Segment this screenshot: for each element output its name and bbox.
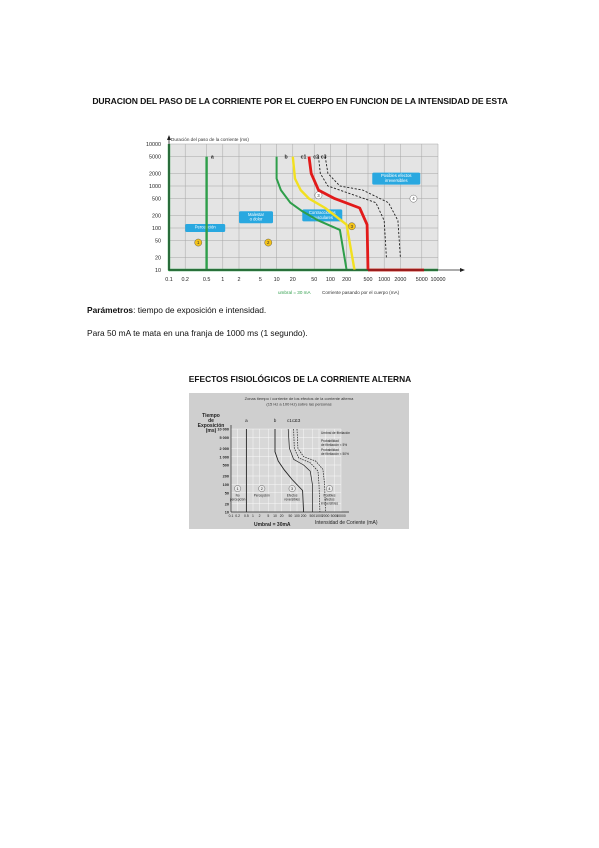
- chart1-x-tick-label: 100: [325, 277, 335, 283]
- chart1-x-tick-labels: [165, 277, 445, 283]
- chart2-x-tick-label: 5: [267, 514, 270, 518]
- chart1-zone-number: 3: [350, 223, 354, 229]
- chart2-zone-label: percepción: [229, 497, 246, 502]
- note-paragraph: Para 50 mA te mata en una franja de 1000 ms (1 segundo).: [87, 328, 308, 338]
- chart2-zone-number: 4: [328, 487, 331, 492]
- chart2-x-tick-label: 0.1: [228, 514, 234, 518]
- parameters-paragraph: [87, 305, 266, 316]
- chart2-y-axis-label-line: (ms): [205, 428, 217, 434]
- chart2-y-tick-label: 1 000: [219, 455, 229, 460]
- chart2-threshold-label: Umbral = 30mA: [254, 522, 291, 528]
- chart1-plot-area: [169, 144, 438, 270]
- chart1-x-tick-label: 0.2: [181, 277, 189, 283]
- chart2-y-tick-label: 5 000: [219, 435, 229, 440]
- chart1-y-tick-labels: [146, 142, 161, 274]
- chart1-y-tick-label: 10: [155, 268, 161, 274]
- chart2-x-tick-label: 200: [300, 514, 307, 518]
- chart1-zone-label: o dolor: [249, 216, 263, 222]
- chart2-y-tick-label: 2 000: [219, 446, 229, 451]
- chart1-x-tick-label: 2: [237, 277, 241, 283]
- chart1-x-tick-label: 2000: [394, 277, 407, 283]
- chart1-y-tick-label: 5000: [149, 154, 161, 161]
- chart2-x-tick-label: 1000: [315, 514, 323, 518]
- chart2-x-tick-label: 50: [288, 514, 293, 518]
- chart1-x-tick-label: 200: [342, 277, 352, 283]
- chart1-zone-label: Malestar: [247, 211, 265, 217]
- chart1-x-tick-label: 5000: [415, 277, 428, 283]
- chart1-y-tick-label: 1000: [149, 184, 161, 190]
- chart1-zone-label: Percepción: [194, 224, 216, 230]
- chart1-y-tick-label: 50: [155, 238, 161, 245]
- chart1-y-tick-label: 200: [152, 213, 161, 220]
- chart2-y-tick-label: 50: [224, 491, 229, 496]
- chart2-x-tick-label: 5000: [330, 514, 339, 518]
- chart1-zone-number: 1: [197, 240, 200, 246]
- chart1-zone-label: musculares: [311, 214, 333, 220]
- chart1-curve-label-c2: c2: [313, 154, 320, 161]
- chart2-zone-number: 1: [236, 487, 239, 492]
- chart1-zone-label: irreversibles: [384, 178, 408, 184]
- chart2-y-tick-label: 20: [224, 502, 229, 507]
- chart2-curve-label-a: a: [245, 418, 248, 423]
- chart2-curve-label-c3: c3: [295, 418, 301, 423]
- chart2-zone-label: No: [235, 493, 240, 498]
- chart2-zone-label: irreversibles: [320, 501, 339, 506]
- chart1-curve-label-b: b: [284, 154, 288, 161]
- chart1-curve-label-c3: c3: [320, 154, 327, 161]
- chart1-y-tick-label: 10000: [146, 142, 161, 148]
- chart2-y-axis-label-line: de: [208, 418, 214, 424]
- chart2-title: Zonas tiempo / corriente de los efectos de la corriente alterna: [244, 396, 354, 401]
- chart2-x-tick-label: 10000: [336, 514, 346, 518]
- chart2-y-tick-label: 200: [222, 474, 229, 479]
- chart2-x-tick-label: 1: [252, 514, 254, 518]
- parameters-label: Parámetros: [87, 305, 134, 315]
- chart2-subtitle: (15 Hz a 100 Hz) sobre las personas: [266, 401, 332, 407]
- chart2-x-tick-label: 0.5: [244, 514, 249, 518]
- page-title: DURACION DEL PASO DE LA CORRIENTE POR EL CUERPO EN FUNCION DE LA INTENSIDAD DE ESTA: [92, 96, 508, 106]
- chart1-y-tick-label: 100: [152, 226, 161, 232]
- chart1-y-tick-label: 2000: [149, 171, 161, 178]
- chart2-legend-entry: Probabilidad: [321, 439, 339, 443]
- chart2-y-axis-label-line: Exposición: [197, 423, 225, 429]
- chart1-x-tick-label: 10: [273, 277, 280, 283]
- chart2-x-tick-label: 20: [279, 514, 284, 518]
- chart2-x-tick-label: 500: [309, 514, 316, 518]
- chart1-zone-number: 2: [267, 240, 270, 246]
- chart2-x-axis-label: Intensidad de Coriente (mA): [315, 520, 378, 526]
- chart1-x-tick-label: 500: [363, 277, 373, 283]
- chart1-x-tick-label: 50: [311, 277, 318, 283]
- parameters-text: : tiempo de exposición e intensidad.: [133, 305, 267, 315]
- chart2-curve-label-b: b: [273, 418, 277, 423]
- chart2-curve-legend: [321, 431, 350, 456]
- section-title-physiological-effects: EFECTOS FISIOLÓGICOS DE LA CORRIENTE ALTERNA: [188, 374, 412, 384]
- chart1-zone-label: Posibles efectos: [381, 173, 412, 179]
- chart1-curve-label-a: a: [210, 154, 214, 161]
- chart2-legend-entry: de fibrilación < 5%: [321, 442, 348, 447]
- chart2-x-tick-label: 100: [294, 514, 300, 518]
- chart1-x-axis-arrow: [460, 268, 465, 272]
- chart-physiological-effects: [189, 393, 409, 529]
- chart2-y-tick-label: 500: [222, 463, 229, 468]
- chart1-x-tick-label: 5: [258, 277, 262, 283]
- chart2-zone-number: 2: [260, 487, 263, 492]
- chart2-zone-label: reversibles: [284, 497, 300, 502]
- chart2-y-tick-label: 10: [224, 510, 229, 515]
- chart2-zone-number: 3: [291, 487, 294, 492]
- chart2-x-tick-label: 10: [273, 514, 277, 518]
- chart1-y-tick-label: 500: [152, 196, 161, 203]
- chart2-y-axis-label-line: Tiempo: [202, 413, 220, 419]
- chart1-threshold-label: umbral = 30 mA: [278, 290, 311, 295]
- chart1-x-tick-label: 1000: [378, 277, 391, 283]
- chart1-curve-label-c1: c1: [300, 154, 307, 161]
- chart1-plot-background: [169, 144, 438, 270]
- chart2-zone-label: Posibles: [323, 493, 336, 498]
- chart2-y-tick-label: 100: [222, 482, 229, 487]
- chart2-x-tick-label: 2000: [321, 514, 330, 518]
- chart2-legend-entry: Probabilidad: [321, 448, 339, 452]
- chart2-zone-label: efectos: [324, 497, 335, 502]
- chart2-x-tick-label: 2: [258, 514, 261, 518]
- chart1-x-tick-label: 0.5: [202, 277, 211, 283]
- chart1-x-tick-label: 0.1: [165, 277, 173, 283]
- chart2-curve-label-c1: c1: [286, 418, 292, 423]
- chart1-x-axis-label: Corriente pasando por el cuerpo (mA): [322, 290, 400, 295]
- chart1-zone-number: 3: [317, 192, 320, 198]
- chart1-y-tick-label: 20: [155, 255, 161, 262]
- chart1-x-tick-label: 10000: [430, 277, 446, 283]
- chart-duration-vs-current: [135, 134, 465, 298]
- chart2-zone-label: Percepción: [253, 493, 270, 498]
- chart2-y-tick-label: 10 000: [217, 427, 229, 432]
- chart2-legend-entry: de fibrilación < 50%: [321, 451, 349, 456]
- chart1-x-tick-label: 20: [289, 277, 296, 283]
- chart2-zone-label: Efectos: [286, 493, 298, 498]
- chart1-x-tick-label: 1: [221, 277, 225, 283]
- chart2-curve-label-c2: c2: [291, 418, 297, 423]
- chart2-legend-entry: Umbral de fibrilación: [321, 431, 351, 435]
- chart1-zone-label: Contracciones: [308, 209, 336, 215]
- chart1-y-axis-label: Duración del paso de la corriente (ms): [171, 137, 249, 142]
- chart1-zone-number: 4: [412, 196, 415, 202]
- chart2-x-tick-label: 0.2: [235, 514, 240, 518]
